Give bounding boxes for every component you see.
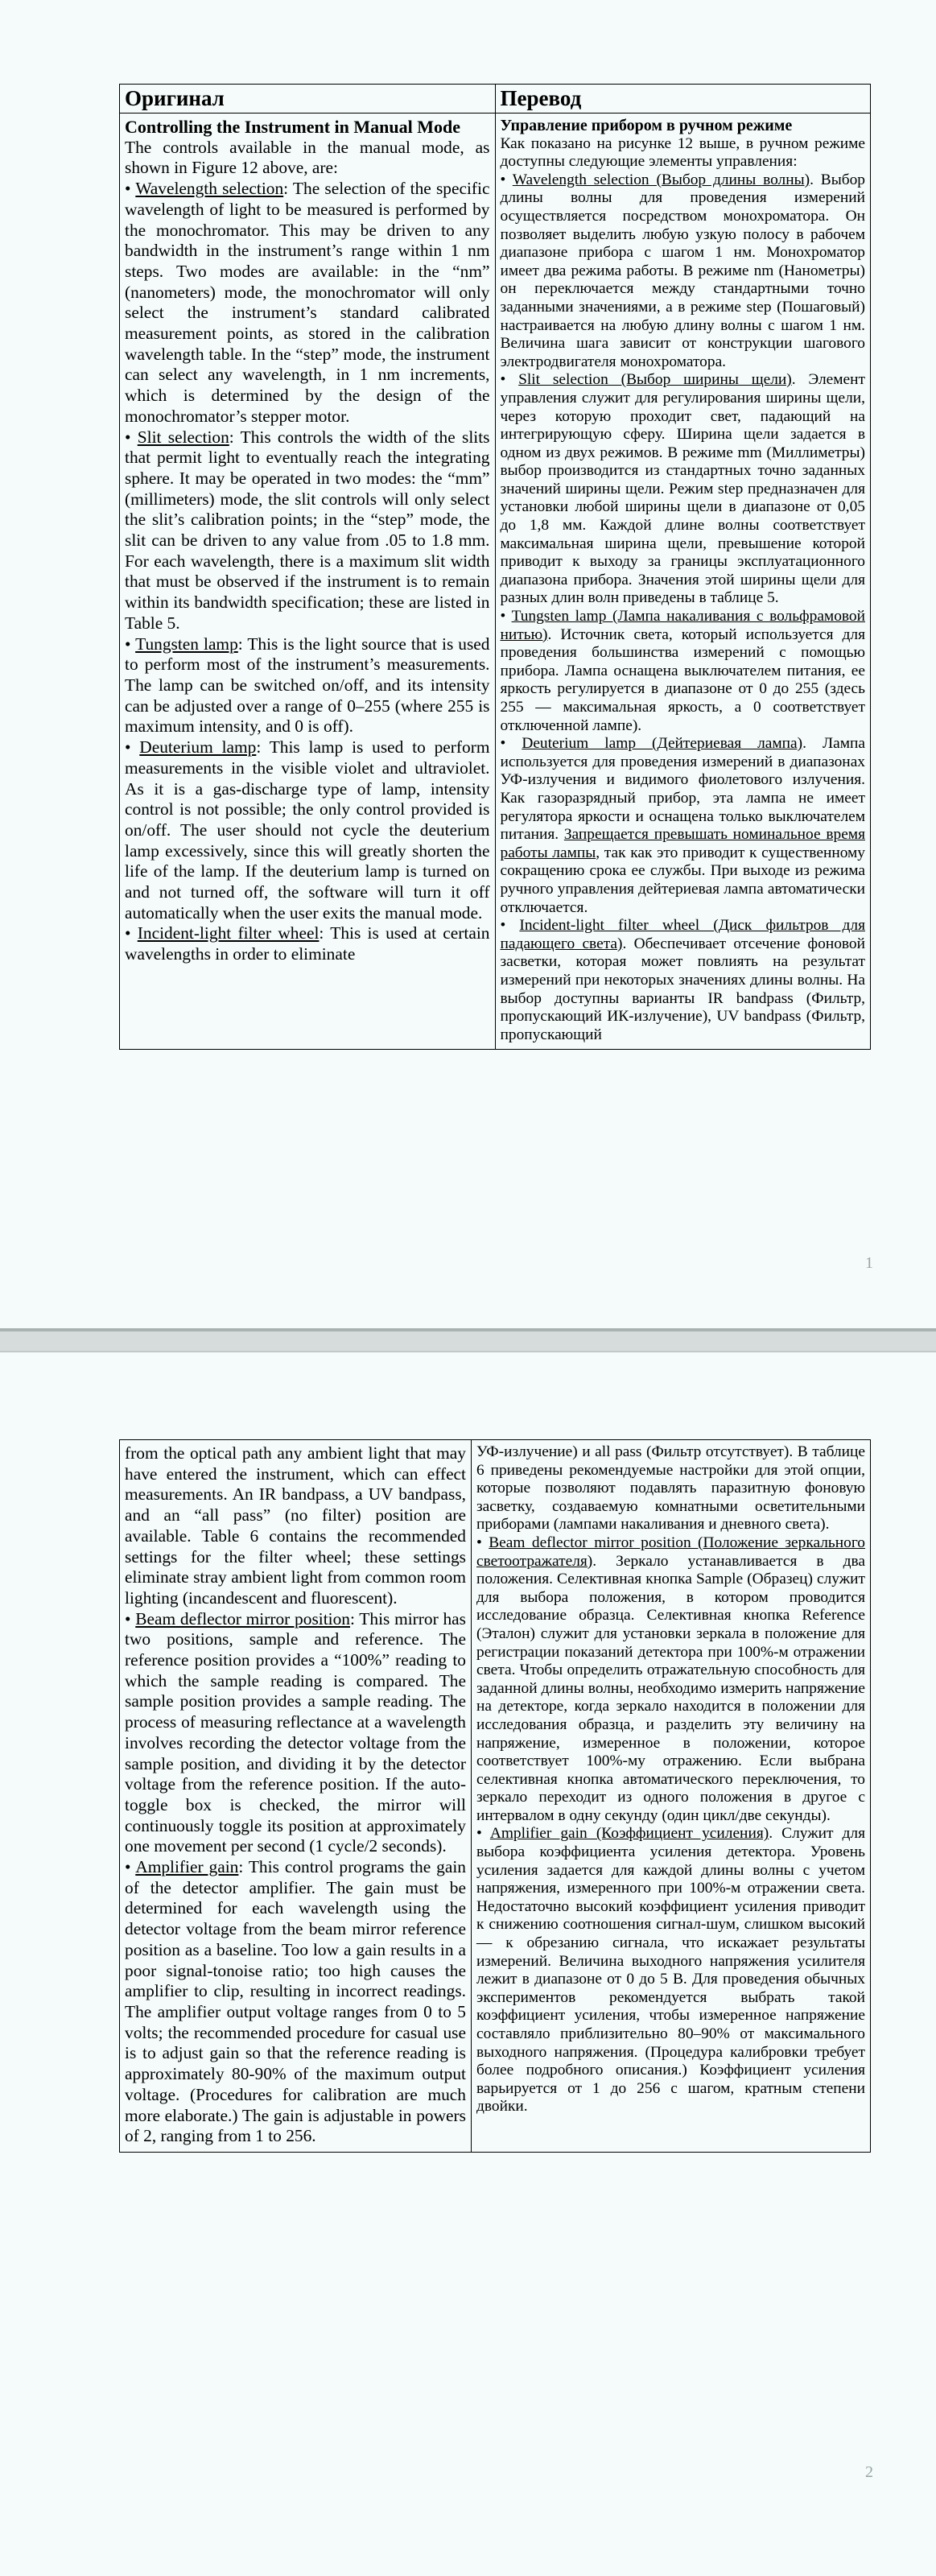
list-item: • Amplifier gain (Коэффициент усиления). Служит для выбора коэффициента усиления детектора. Уровень усиления задается для каждой длины волны с учетом напряжения, измеренного при 100%-м отражении света. Недостаточно высокий коэффициент усиления приводит к снижению соотношения сигнал-шум, слишком высокий — к обрезанию сигнала, что искажает результаты измерений. Величина выходного напряжения усилителя лежит в диапазоне от 0 до 5 В. Для проведения обычных экспериментов рекомендуется выбрать такой коэффициент усиления, чтобы измеренное напряжение составляло приблизительно 80–90% от максимального выходного напряжения. (Процедура калибровки требует более подробного описания.) Коэффициент усиления варьируется от 1 до 256 с шагом, кратным степени двойки. <box>476 1825 865 2116</box>
item-term: Slit selection (Выбор ширины щели) <box>518 371 792 389</box>
intro-text: The controls available in the manual mode, as shown in Figure 12 above, are: <box>125 137 490 178</box>
continued-text: from the optical path any ambient light that may have entered the instrument, which can effect measurements. An IR bandpass, a UV bandpass, and an “all pass” (no filter) position are available. Table 6 contains the recommended settings for the filter wheel; these settings eliminate stray ambient light from common room lighting (incandescent and fluorescent). <box>125 1443 466 1608</box>
item-text: . Служит для выбора коэффициента усиления детектора. Уровень усиления задается для каждой длины волны с учетом напряжения, измеренного при 100%-м отражении света. Недостаточно высокий коэффициент усиления приводит к снижению соотношения сигнал-шум, слишком высокий — к обрезанию сигнала, что искажает результаты измерений. Величина выходного напряжения усилителя лежит в диапазоне от 0 до 5 В. Для проведения обычных экспериментов рекомендуется выбрать такой коэффициент усиления, чтобы измеренное напряжение составляло приблизительно 80–90% от максимального выходного напряжения. (Процедура калибровки требует более подробного описания.) Коэффициент усиления варьируется от 1 до 256 с шагом, кратным степени двойки. <box>476 1825 865 2116</box>
item-term: Tungsten lamp <box>135 634 238 654</box>
item-text: . Лампа используется для проведения измерений в диапазонах УФ-излучения и видимого фиолетового излучения. Как газоразрядный прибор, эта лампа не имеет регулятора яркости и оснащена только выключателем питания. <box>500 735 865 844</box>
list-item: • Beam deflector mirror position: This mirror has two positions, sample and reference. The reference position provides a “100%” reading to which the sample reading is compared. The sample position provides a sample reading. The process of measuring reflectance at a wavelength involves recording the detector voltage from the sample position, and dividing it by the detector voltage from the reference position. If the auto-toggle box is checked, the mirror will continuously toggle its position at approximately one movement per second (1 cycle/2 seconds). <box>125 1608 467 1856</box>
item-term: Amplifier gain <box>135 1857 239 1877</box>
item-term: Tungsten lamp (Лампа накаливания с вольфрамовой нитью) <box>500 608 865 643</box>
item-text: : The selection of the specific wavelength of light to be measured is performed by the monochromator. This may be driven to any bandwidth in the instrument’s range within 1 nm steps. Two modes are available: in the “nm” (nanometers) mode, the monochromator will only select the instrument’s standard calibrated measurement points, as stored in the calibration wavelength table. In the “step” mode, the instrument can select any wavelength, in 1 nm increments, which is determined by the design of the monochromator’s stepper motor. <box>125 179 490 426</box>
continued-text: УФ-излучение) и all pass (Фильтр отсутствует). В таблице 6 приведены рекомендуемые настройки для этой опции, которые позволяют подавлять паразитную фоновую засветку, создаваемую комнатными осветительными приборами (лампами накаливания и дневного света). <box>476 1443 865 1534</box>
item-text: . Источник света, который используется для проведения большинства измерений с помощью прибора. Лампа оснащена выключателем питания, ее яркость регулируется в диапазоне от 0 до 255 (здесь 255 — максимальная яркость, а 0 соответствует отключенной лампе). <box>500 625 865 734</box>
item-text: . Обеспечивает отсечение фоновой засветки, которая может повлиять на результат измерений при некоторых значениях длины волны. На выбор доступны варианты IR bandpass (Фильтр, пропускающий ИК-излучение), UV bandpass (Фильтр, пропускающий <box>500 935 865 1043</box>
item-term: Incident-light filter wheel (Диск фильтров для падающего света) <box>500 917 865 952</box>
table-row <box>120 1440 871 2153</box>
item-term: Beam deflector mirror position (Положение зеркального светоотражателя) <box>476 1534 865 1570</box>
item-term: Incident-light filter wheel <box>137 923 320 943</box>
translation-table <box>119 1439 871 2153</box>
original-cell <box>120 1440 472 2153</box>
item-text: : This is the light source that is used to perform most of the instrument’s measurements. The lamp can be switched on/off, and its intensity can be adjusted over a range of 0–255 (where 255 is maximum intensity, and 0 is off). <box>125 634 490 737</box>
item-term: Amplifier gain (Коэффициент усиления) <box>489 1825 769 1843</box>
list-item: • Tungsten lamp: This is the light source that is used to perform most of the instrument’s measurements. The lamp can be switched on/off, and its intensity can be adjusted over a range of 0–255 (where 255 is maximum intensity, and 0 is off). <box>125 634 490 737</box>
intro-text: Как показано на рисунке 12 выше, в ручном режиме доступны следующие элементы управления: <box>500 134 865 171</box>
item-term: Beam deflector mirror position <box>135 1608 350 1629</box>
translation-cell <box>472 1440 871 2153</box>
list-item: • Slit selection (Выбор ширины щели). Элемент управления служит для регулирования ширины щели, через которую проходит свет, падающий на интегрирующую сферу. Ширина щели задается в одном из двух режимов. В режиме mm (Миллиметры) выбор производится из стандартных точно заданных значений ширины щели. Режим step предназначен для установки любой ширины щели в диапазоне от 0,05 до 1,8 мм. Каждой длине волны соответствует максимальная ширина щели, превышение которой приводит к выходу за границы эксплуатационного диапазона прибора. Значения этой ширины щели для разных длин волн приведены в таблице 5. <box>500 371 865 607</box>
item-text: : This mirror has two positions, sample and reference. The reference position provides a “100%” reading to which the sample reading is compared. The sample position provides a sample reading. The process of measuring reflectance at a wavelength involves recording the detector voltage from the sample position, and dividing it by the detector voltage from the reference position. If the auto-toggle box is checked, the mirror will continuously toggle its position at approximately one movement per second (1 cycle/2 seconds). <box>125 1608 467 1856</box>
item-text: : This lamp is used to perform measurements in the visible violet and ultraviolet. As it is a gas-discharge type of lamp, intensity control is not possible; the only control provided is on/off. The user should not cycle the deuterium lamp excessively, since this will greatly shorten the life of the lamp. If the deuterium lamp is turned on and not turned off, the software will turn it off automatically when the user exits the manual mode. <box>125 737 490 923</box>
item-term: Deuterium lamp (Дейтериевая лампа) <box>522 735 803 753</box>
item-text: . Выбор длины волны для проведения измерений осуществляется посредством монохроматора. Он позволяет выделить любую узкую полосу в рабочем диапазоне прибора с шагом 1 нм. Монохроматор имеет два режима работы. В режиме nm (Нанометры) он переключается между стандартными точно заданными значениями, а в режиме step (Пошаговый) настраивается на любую длину волны с шагом 1 нм. Величина шага зависит от конструкции шагового электродвигателя монохроматора. <box>500 171 865 370</box>
page-number: 1 <box>865 1254 873 1272</box>
translation-table <box>119 84 871 1050</box>
page-2 <box>0 1352 936 2576</box>
table-row <box>120 114 871 1050</box>
list-item: • Amplifier gain: This control programs the gain of the detector amplifier. The gain must be determined for each wavelength using the detector voltage from the beam mirror reference position as a baseline. Too low a gain results in a poor signal-tonoise ratio; too high causes the amplifier to clip, resulting in incorrect readings. The amplifier output voltage ranges from 0 to 5 volts; the recommended procedure for casual use is to adjust gain so that the reference reading is approximately 80-90% of the maximum output voltage. (Procedures for calibration are much more elaborate.) The gain is adjustable in powers of 2, ranging from 1 to 256. <box>125 1857 466 2146</box>
page-separator <box>0 1328 936 1352</box>
list-item: • Incident-light filter wheel (Диск фильтров для падающего света). Обеспечивает отсечение фоновой засветки, которая может повлиять на результат измерений при некоторых значениях длины волны. На выбор доступны варианты IR bandpass (Фильтр, пропускающий ИК-излучение), UV bandpass (Фильтр, пропускающий <box>500 917 865 1043</box>
item-term: Wavelength selection (Выбор длины волны) <box>512 171 810 188</box>
header-original: Оригинал <box>120 85 496 114</box>
list-item: • Wavelength selection (Выбор длины волны). Выбор длины волны для проведения измерений осуществляется посредством монохроматора. Он позволяет выделить любую узкую полосу в рабочем диапазоне прибора с шагом 1 нм. Монохроматор имеет два режима работы. В режиме nm (Нанометры) он переключается между стандартными точно заданными значениями, а в режиме step (Пошаговый) настраивается на любую длину волны с шагом 1 нм. Величина шага зависит от конструкции шагового электродвигателя монохроматора. <box>500 171 865 370</box>
list-item: • Tungsten lamp (Лампа накаливания с вольфрамовой нитью). Источник света, который используется для проведения большинства измерений с помощью прибора. Лампа оснащена выключателем питания, ее яркость регулируется в диапазоне от 0 до 255 (здесь 255 — максимальная яркость, а 0 соответствует отключенной лампе). <box>500 608 865 734</box>
item-term: Wavelength selection <box>135 179 284 199</box>
section-heading: Управление прибором в ручном режиме <box>500 117 793 134</box>
item-term: Slit selection <box>137 427 229 447</box>
list-item: • Slit selection: This controls the width of the slits that permit light to eventually reach the integrating sphere. It may be operated in two modes: the “mm” (millimeters) mode, the slit controls will only select the slit’s calibration points; in the “step” mode, the slit can be driven to any value from .05 to 1.8 mm. For each wavelength, there is a maximum slit width that must be observed if the instrument is to remain within its bandwidth specification; these are listed in Table 5. <box>125 427 490 633</box>
page-number: 2 <box>865 2463 873 2481</box>
list-item: • Incident-light filter wheel: This is used at certain wavelengths in order to eliminate <box>125 923 490 964</box>
list-item: • Deuterium lamp (Дейтериевая лампа). Лампа используется для проведения измерений в диапазонах УФ-излучения и видимого фиолетового излучения. Как газоразрядный прибор, эта лампа не имеет регулятора яркости и оснащена только выключателем питания. Запрещается превышать номинальное время работы лампы, так как это приводит к существенному сокращению срока ее службы. При выходе из режима ручного управления дейтериевая лампа автоматически отключается. <box>500 735 865 916</box>
item-term: Deuterium lamp <box>139 737 257 758</box>
section-heading: Controlling the Instrument in Manual Mode <box>125 117 461 137</box>
list-item: • Wavelength selection: The selection of the specific wavelength of light to be measured is performed by the monochromator. This may be driven to any bandwidth in the instrument’s range within 1 nm steps. Two modes are available: in the “nm” (nanometers) mode, the monochromator will only select the instrument’s standard calibrated measurement points, as stored in the calibration wavelength table. In the “step” mode, the instrument can select any wavelength, in 1 nm increments, which is determined by the design of the monochromator’s stepper motor. <box>125 179 490 426</box>
original-cell <box>120 114 496 1050</box>
item-text: . Элемент управления служит для регулирования ширины щели, через которую проходит свет, падающий на интегрирующую сферу. Ширина щели задается в одном из двух режимов. В режиме mm (Миллиметры) выбор производится из стандартных точно заданных значений ширины щели. Режим step предназначен для установки любой ширины щели в диапазоне от 0,05 до 1,8 мм. Каждой длине волны соответствует максимальная ширина щели, превышение которой приводит к выходу за границы эксплуатационного диапазона прибора. Значения этой ширины щели для разных длин волн приведены в таблице 5. <box>500 371 865 607</box>
item-text: . Зеркало устанавливается в два положения. Селективная кнопка Sample (Образец) служит для выбора положения, в котором проводится исследование образца. Селективная кнопка Reference (Эталон) служит для установки зеркала в положение для регистрации показаний детектора при 100%-м отражении света. Чтобы определить отражательную способность для заданной длины волны, необходимо измерить напряжение на детекторе, когда зеркало находится в положении для исследования образца, и разделить эту величину на напряжение, измеренное в положении, которое соответствует 100%-му отражению. Если выбрана селективная кнопка автоматического переключения, то зеркало переходит из одного положения в другое с интервалом в одну секунду (один цикл/две секунды). <box>476 1552 865 1824</box>
translation-cell <box>495 114 871 1050</box>
item-text: : This control programs the gain of the detector amplifier. The gain must be determined for each wavelength using the detector voltage from the beam mirror reference position as a baseline. Too low a gain results in a poor signal-tonoise ratio; too high causes the amplifier to clip, resulting in incorrect readings. The amplifier output voltage ranges from 0 to 5 volts; the recommended procedure for casual use is to adjust gain so that the reference reading is approximately 80-90% of the maximum output voltage. (Procedures for calibration are much more elaborate.) The gain is adjustable in powers of 2, ranging from 1 to 256. <box>125 1857 466 2146</box>
table-header-row <box>120 85 871 114</box>
list-item: • Beam deflector mirror position (Положение зеркального светоотражателя). Зеркало устанавливается в два положения. Селективная кнопка Sample (Образец) служит для выбора положения, в котором проводится исследование образца. Селективная кнопка Reference (Эталон) служит для установки зеркала в положение для регистрации показаний детектора при 100%-м отражении света. Чтобы определить отражательную способность для заданной длины волны, необходимо измерить напряжение на детекторе, когда зеркало находится в положении для исследования образца, и разделить эту величину на напряжение, измеренное в положении, которое соответствует 100%-му отражению. Если выбрана селективная кнопка автоматического переключения, то зеркало переходит из одного положения в другое с интервалом в одну секунду (один цикл/две секунды). <box>476 1534 865 1824</box>
item-text: : This is used at certain wavelengths in order to eliminate <box>125 923 490 964</box>
item-text: : This controls the width of the slits that permit light to eventually reach the integrating sphere. It may be operated in two modes: the “mm” (millimeters) mode, the slit controls will only select the slit’s calibration points; in the “step” mode, the slit can be driven to any value from .05 to 1.8 mm. For each wavelength, there is a maximum slit width that must be observed if the instrument is to remain within its bandwidth specification; these are listed in Table 5. <box>125 427 490 633</box>
header-translation: Перевод <box>495 85 871 114</box>
list-item: • Deuterium lamp: This lamp is used to perform measurements in the visible violet and ultraviolet. As it is a gas-discharge type of lamp, intensity control is not possible; the only control provided is on/off. The user should not cycle the deuterium lamp excessively, since this will greatly shorten the life of the lamp. If the deuterium lamp is turned on and not turned off, the software will turn it off automatically when the user exits the manual mode. <box>125 737 490 923</box>
item-text-after: , так как это приводит к существенному сокращению срока ее службы. При выходе из режима ручного управления дейтериевая лампа автоматически отключается. <box>500 844 865 916</box>
warning-text: Запрещается превышать номинальное время работы лампы <box>500 826 865 861</box>
